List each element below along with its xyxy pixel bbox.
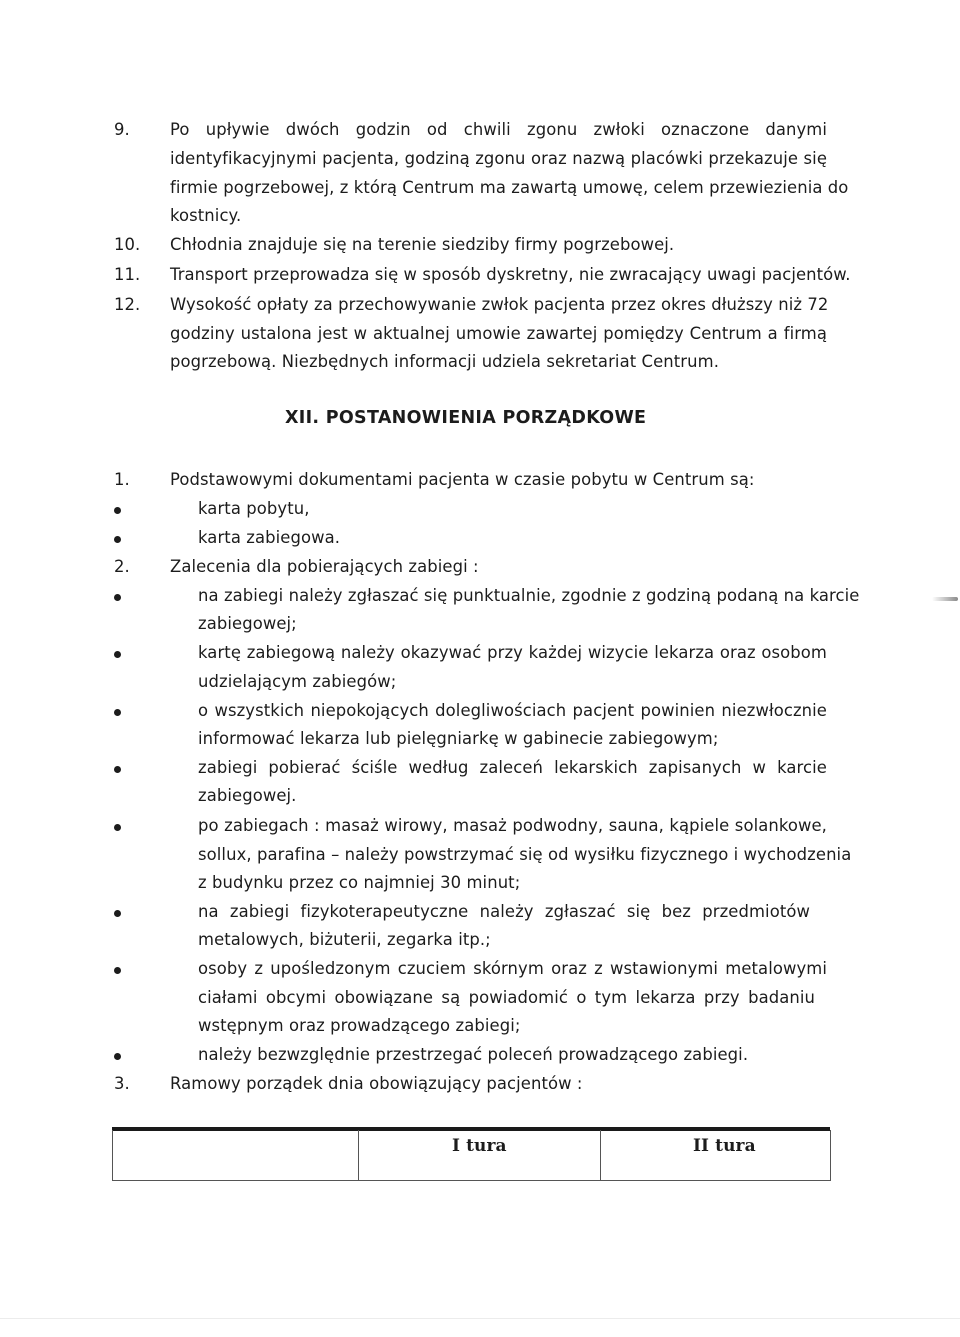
bullet-marker (114, 651, 121, 658)
point-number-1: 1. (114, 470, 130, 489)
point-3-text: Ramowy porządek dnia obowiązujący pacjentów : (170, 1074, 583, 1093)
table-header-first-round: I tura (452, 1136, 507, 1156)
point-2-text: Zalecenia dla pobierających zabiegi : (170, 557, 479, 576)
point-2-bullet-7-line-3: wstępnym oraz prowadzącego zabiegi; (198, 1016, 521, 1035)
item-9-line-2: identyfikacyjnymi pacjenta, godziną zgonu oraz nazwą placówki przekazuje się (170, 149, 827, 168)
section-heading: XII. POSTANOWIENIA PORZĄDKOWE (285, 408, 647, 428)
point-2-bullet-5-line-2: sollux, parafina – należy powstrzymać się od wysiłku fizycznego i wychodzenia (198, 845, 852, 864)
item-12-line-3: pogrzebową. Niezbędnych informacji udziela sekretariat Centrum. (170, 352, 719, 371)
point-2-bullet-7-line-2: ciałami obcymi obowiązane są powiadomić o tym lekarza przy badaniu (198, 988, 815, 1007)
point-2-bullet-3-line-1: o wszystkich niepokojących dolegliwościach pacjent powinien niezwłocznie (198, 701, 827, 720)
item-number-11: 11. (114, 265, 141, 284)
point-2-bullet-7-line-1: osoby z upośledzonym czuciem skórnym oraz z wstawionymi metalowymi (198, 959, 827, 978)
item-12-line-2: godziny ustalona jest w aktualnej umowie zawartej pomiędzy Centrum a firmą (170, 324, 827, 343)
point-2-bullet-1-line-1: na zabiegi należy zgłaszać się punktualnie, zgodnie z godziną podaną na karcie (198, 586, 860, 605)
table-column-divider (600, 1130, 601, 1181)
point-2-bullet-6-line-2: metalowych, biżuterii, zegarka itp.; (198, 930, 491, 949)
item-11-text: Transport przeprowadza się w sposób dyskretny, nie zwracający uwagi pacjentów. (170, 265, 851, 284)
item-9-line-4: kostnicy. (170, 206, 242, 225)
point-2-bullet-5-line-3: z budynku przez co najmniej 30 minut; (198, 873, 521, 892)
bullet-marker (114, 1053, 121, 1060)
bullet-marker (114, 967, 121, 974)
point-2-bullet-5-line-1: po zabiegach : masaż wirowy, masaż podwodny, sauna, kąpiele solankowe, (198, 816, 827, 835)
table-column-divider (358, 1130, 359, 1181)
point-1-text: Podstawowymi dokumentami pacjenta w czasie pobytu w Centrum są: (170, 470, 755, 489)
bullet-marker (114, 709, 121, 716)
table-header-second-round: II tura (693, 1136, 756, 1156)
point-2-bullet-1-line-2: zabiegowej; (198, 614, 297, 633)
bullet-marker (114, 507, 121, 514)
point-1-bullet-2: karta zabiegowa. (198, 528, 341, 547)
item-number-12: 12. (114, 295, 141, 314)
item-9-line-1: Po upływie dwóch godzin od chwili zgonu zwłoki oznaczone danymi (170, 120, 827, 139)
point-2-bullet-3-line-2: informować lekarza lub pielęgniarkę w gabinecie zabiegowym; (198, 729, 719, 748)
point-number-3: 3. (114, 1074, 130, 1093)
point-1-bullet-1: karta pobytu, (198, 499, 310, 518)
item-9-line-3: firmie pogrzebowej, z którą Centrum ma zawartą umowę, celem przewiezienia do (170, 178, 849, 197)
page-bottom-edge (0, 1318, 960, 1319)
point-2-bullet-2-line-1: kartę zabiegową należy okazywać przy każdej wizycie lekarza oraz osobom (198, 643, 827, 662)
bullet-marker (114, 536, 121, 543)
item-number-9: 9. (114, 120, 130, 139)
bullet-marker (114, 766, 121, 773)
bullet-marker (114, 824, 121, 831)
item-12-line-1: Wysokość opłaty za przechowywanie zwłok pacjenta przez okres dłuższy niż 72 (170, 295, 829, 314)
bullet-marker (114, 910, 121, 917)
point-number-2: 2. (114, 557, 130, 576)
point-2-bullet-4-line-2: zabiegowej. (198, 786, 297, 805)
point-2-bullet-4-line-1: zabiegi pobierać ściśle według zaleceń lekarskich zapisanych w karcie (198, 758, 827, 777)
item-number-10: 10. (114, 235, 141, 254)
bullet-marker (114, 594, 121, 601)
item-10-text: Chłodnia znajduje się na terenie siedziby firmy pogrzebowej. (170, 235, 675, 254)
point-2-bullet-8-line-1: należy bezwzględnie przestrzegać poleceń prowadzącego zabiegi. (198, 1045, 749, 1064)
point-2-bullet-6-line-1: na zabiegi fizykoterapeutyczne należy zgłaszać się bez przedmiotów (198, 902, 810, 921)
point-2-bullet-2-line-2: udzielającym zabiegów; (198, 672, 397, 691)
scan-artifact (932, 597, 958, 601)
